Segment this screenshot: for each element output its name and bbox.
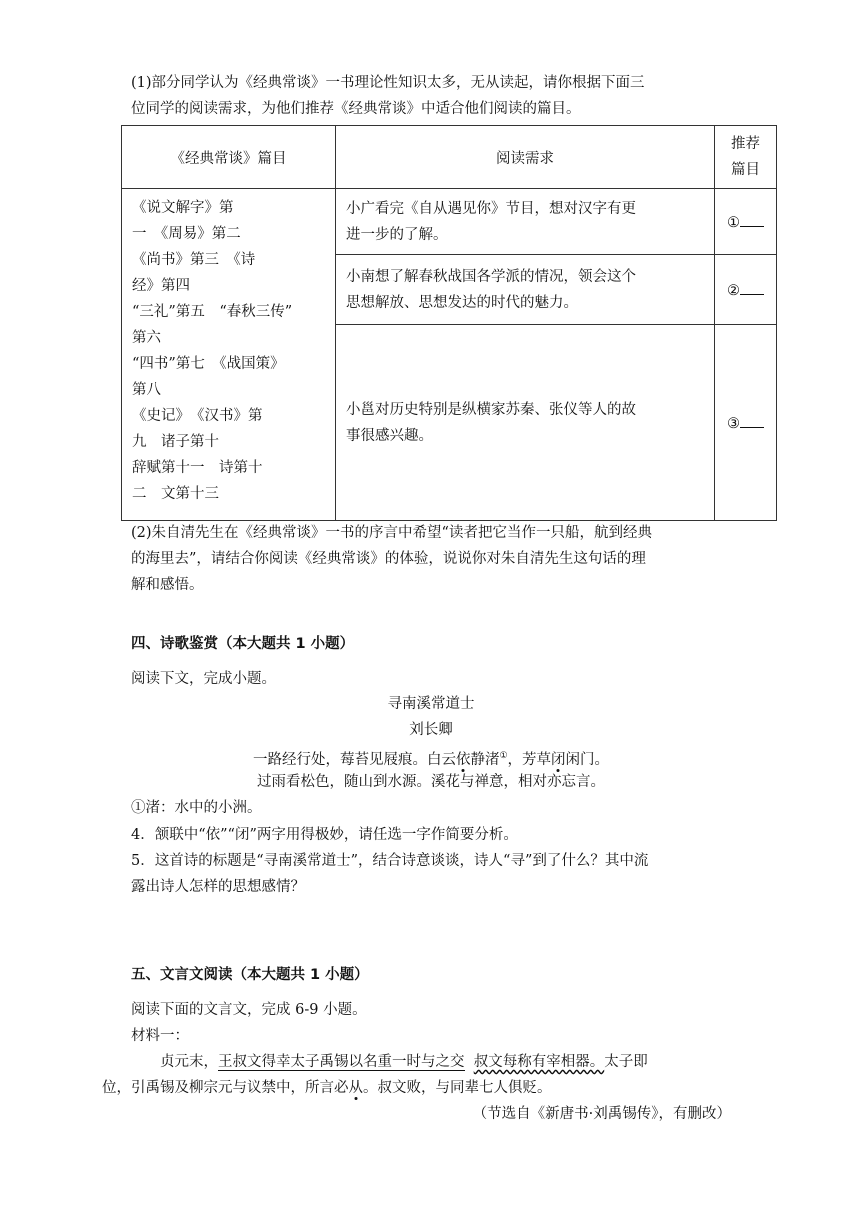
poem-note: ①渚：水中的小洲。 <box>131 800 262 816</box>
chapter-list: 《说文解字》第 一 《周易》第二 《尚书》第三 《诗 经》第四 “三礼”第五 “春秋三传” 第六 “四书”第七 《战国策》 第八 《史记》 《汉书》第 九 诸子第十 辞赋第十一 诗第十 二 文第十三 <box>122 189 336 521</box>
underlined-sentence: 王叔文得幸太子禹锡以名重一时与之交 <box>218 1054 465 1070</box>
header-needs: 阅读需求 <box>336 126 715 189</box>
poem-line-1: 一路经行处，莓苔见屐痕。白云依静渚①，芳草闭闲门。 <box>252 751 610 768</box>
answer-blank-3[interactable]: ③ <box>715 325 777 521</box>
question-2: (2)朱自清先生在《经典常谈》一书的序言中希望“读者把它当作一只船，航到经典 的海里去”，请结合你阅读《经典常谈》的体验，说说你对朱自清先生这句话的理 解和感悟。 <box>131 525 652 593</box>
section-5-instruction: 阅读下面的文言文，完成 6-9 小题。 <box>131 1002 367 1018</box>
poem-title: 寻南溪常道士 <box>387 696 475 712</box>
section-5-heading: 五、文言文阅读（本大题共 1 小题） <box>131 967 369 983</box>
poem-author: 刘长卿 <box>409 722 453 738</box>
section-4-heading: 四、诗歌鉴赏（本大题共 1 小题） <box>131 636 355 652</box>
header-chapters: 《经典常谈》篇目 <box>122 126 336 189</box>
poem-line-2: 过雨看松色，随山到水源。溪花与禅意，相对亦忘言。 <box>257 774 605 790</box>
reading-need-2: 小南想了解春秋战国各学派的情况，领会这个 思想解放、思想发达的时代的魅力。 <box>336 255 715 325</box>
recommendation-table <box>121 125 777 521</box>
dotted-char-cong: 从 <box>348 1080 363 1096</box>
question-1-intro: (1)部分同学认为《经典常谈》一书理论性知识太多，无从读起，请你根据下面三 位同学的阅读需求，为他们推荐《经典常谈》中适合他们阅读的篇目。 <box>131 75 645 117</box>
dotted-char-yi: 依 <box>455 751 471 768</box>
answer-blank-2[interactable]: ② <box>715 255 777 325</box>
reading-need-3: 小邕对历史特别是纵横家苏秦、张仪等人的故 事很感兴趣。 <box>336 325 715 521</box>
section-4-instruction: 阅读下文，完成小题。 <box>131 671 276 687</box>
question-4: 4．颔联中“依”“闭”两字用得极妙，请任选一字作简要分析。 <box>131 827 518 843</box>
material-label: 材料一： <box>131 1028 189 1044</box>
header-recommendation: 推荐 篇目 <box>715 126 777 189</box>
classical-text-paragraph: 贞元末，王叔文得幸太子禹锡以名重一时与之交 叔文每称有宰相器。太子即 位，引禹锡及柳宗元与议禁中，所言必从。叔文败，与同辈七人俱贬。 <box>102 1054 648 1096</box>
dotted-char-bi: 闭 <box>551 751 566 768</box>
wavy-underlined-sentence: 叔文每称有宰相器。 <box>473 1054 605 1070</box>
reading-need-1: 小广看完《自从遇见你》节目，想对汉字有更 进一步的了解。 <box>336 189 715 255</box>
question-5: 5．这首诗的标题是“寻南溪常道士”，结合诗意谈谈，诗人“寻”到了什么？其中流 露出诗人怎样的思想感情？ <box>131 853 649 895</box>
source-citation: （节选自《新唐书·刘禹锡传》，有删改） <box>472 1106 731 1122</box>
answer-blank-1[interactable]: ① <box>715 189 777 255</box>
